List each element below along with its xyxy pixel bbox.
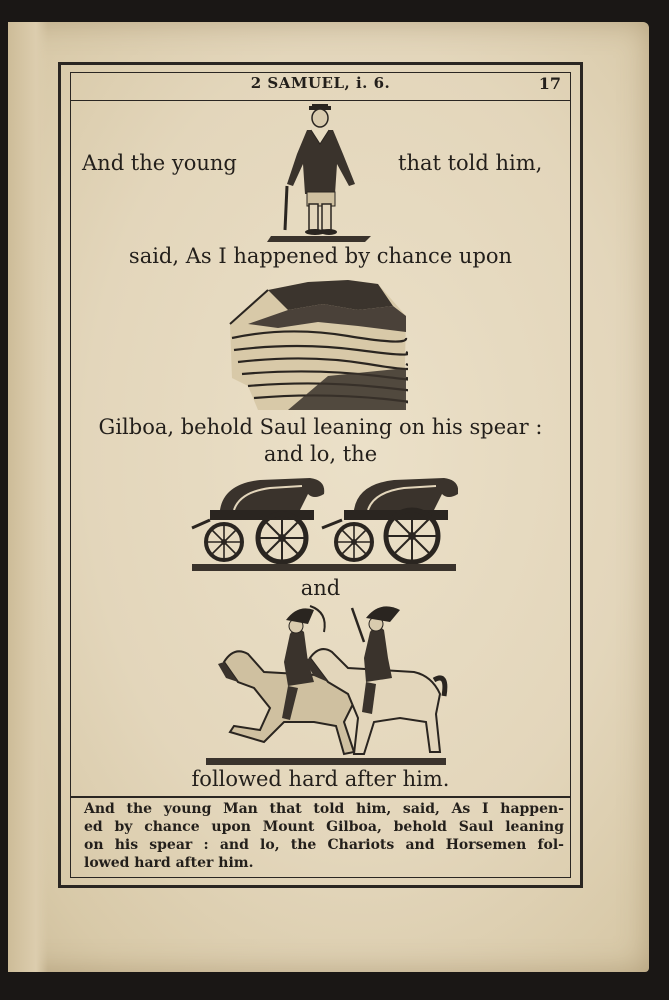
verse-line2: said, As I happened by chance upon xyxy=(128,244,513,268)
chariots-woodcut xyxy=(190,470,458,575)
page-number: 17 xyxy=(538,74,561,93)
horsemen-woodcut xyxy=(204,602,448,770)
verse-line6: followed hard after him. xyxy=(191,767,450,791)
verse-line1-left: And the young xyxy=(82,151,237,175)
verse-caption xyxy=(84,800,564,872)
verse-line1-right: that told him, xyxy=(398,151,543,175)
caption-line: And the young Man that told him, said, As I happen- xyxy=(84,801,564,817)
chariot-right xyxy=(322,478,458,562)
verse-line5: and xyxy=(300,576,341,600)
verse-line4: and lo, the xyxy=(263,442,378,466)
mountain-woodcut xyxy=(228,276,408,412)
caption-line: on his spear : and lo, the Chariots and Horsemen fol- xyxy=(84,837,564,853)
caption-line: lowed hard after him. xyxy=(84,855,254,871)
chariot-left xyxy=(192,478,324,562)
page-gutter xyxy=(8,22,48,972)
caption-line: ed by chance upon Mount Gilboa, behold Saul leaning xyxy=(84,819,564,835)
running-head-title: 2 SAMUEL, i. 6. xyxy=(250,74,391,92)
man-woodcut xyxy=(265,104,377,244)
footer-rule xyxy=(70,796,571,798)
header-rule xyxy=(70,100,571,101)
verse-line3: Gilboa, behold Saul leaning on his spear : xyxy=(98,415,543,439)
